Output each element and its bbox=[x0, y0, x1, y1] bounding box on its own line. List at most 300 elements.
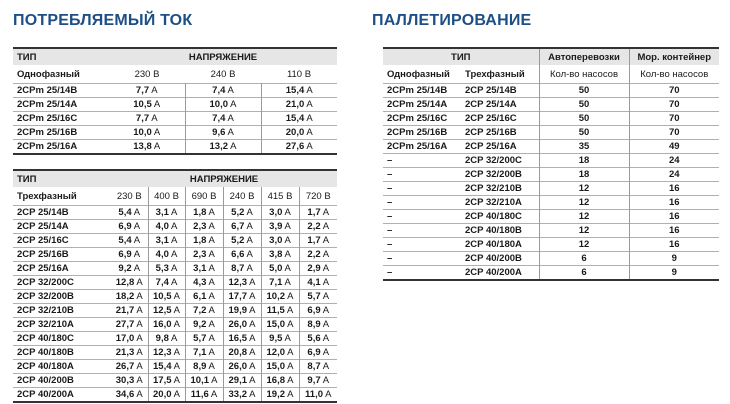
value-unit: A bbox=[322, 291, 330, 302]
value-number: 5,6 bbox=[307, 333, 321, 344]
table-row bbox=[383, 112, 719, 126]
value-unit: A bbox=[171, 207, 178, 218]
table-row bbox=[13, 290, 337, 304]
table-row bbox=[383, 266, 719, 281]
value-number: 34,6 bbox=[115, 389, 135, 400]
value-number: 27,7 bbox=[115, 319, 135, 330]
value-unit: A bbox=[249, 333, 256, 344]
single-model-cell: 2CPm 25/16A bbox=[383, 140, 461, 154]
value-cell bbox=[299, 290, 337, 304]
value-cell bbox=[299, 206, 337, 220]
table-row bbox=[13, 304, 337, 318]
value-unit: A bbox=[208, 333, 215, 344]
value-cell bbox=[148, 360, 185, 374]
value-cell bbox=[111, 262, 148, 276]
pallet-table bbox=[383, 47, 719, 281]
value-number: 10,0 bbox=[209, 99, 229, 110]
table-row bbox=[13, 84, 337, 98]
sea-qty-cell: 24 bbox=[629, 168, 719, 182]
value-unit: A bbox=[249, 291, 256, 302]
value-unit: A bbox=[306, 99, 313, 110]
value-unit: A bbox=[287, 389, 294, 400]
value-cell bbox=[223, 374, 261, 388]
value-cell bbox=[111, 360, 148, 374]
value-unit: A bbox=[173, 291, 180, 302]
value-number: 20,8 bbox=[228, 347, 248, 358]
value-number: 8,9 bbox=[307, 319, 321, 330]
single-model-cell: – bbox=[383, 224, 461, 238]
three-model-cell: 2CP 32/200C bbox=[461, 154, 539, 168]
value-cell bbox=[261, 346, 299, 360]
table-row bbox=[383, 182, 719, 196]
value-unit: A bbox=[230, 99, 237, 110]
table-row bbox=[383, 98, 719, 112]
value-cell bbox=[185, 234, 223, 248]
value-unit: A bbox=[306, 113, 313, 124]
value-number: 3,8 bbox=[269, 249, 283, 260]
table-row bbox=[383, 210, 719, 224]
value-number: 21,0 bbox=[285, 99, 305, 110]
value-number: 3,9 bbox=[269, 221, 283, 232]
value-number: 5,4 bbox=[118, 235, 132, 246]
sea-qty-cell: 49 bbox=[629, 140, 719, 154]
sea-header: Мор. контейнер bbox=[629, 48, 719, 65]
model-cell: 2CP 25/14B bbox=[13, 206, 111, 220]
table-row bbox=[13, 220, 337, 234]
value-unit: A bbox=[171, 221, 178, 232]
model-cell: 2CP 40/180A bbox=[13, 360, 111, 374]
value-unit: A bbox=[171, 333, 178, 344]
auto-qty-cell: 50 bbox=[539, 126, 629, 140]
value-number: 26,0 bbox=[228, 319, 248, 330]
value-cell bbox=[185, 374, 223, 388]
three-model-cell: 2CP 40/180B bbox=[461, 224, 539, 238]
table-row bbox=[383, 126, 719, 140]
table-row bbox=[13, 276, 337, 290]
auto-qty-cell: 50 bbox=[539, 98, 629, 112]
value-number: 13,8 bbox=[133, 141, 152, 152]
sea-qty-cell: 70 bbox=[629, 112, 719, 126]
value-number: 21,7 bbox=[115, 305, 135, 316]
value-number: 3,1 bbox=[155, 207, 169, 218]
value-cell bbox=[111, 248, 148, 262]
value-number: 8,9 bbox=[193, 361, 207, 372]
voltage-header: 720 В bbox=[305, 190, 331, 202]
value-number: 5,2 bbox=[231, 235, 245, 246]
qty-label: Кол-во насосов bbox=[629, 65, 719, 84]
value-number: 11,5 bbox=[266, 305, 285, 316]
single-model-cell: – bbox=[383, 182, 461, 196]
value-unit: A bbox=[136, 291, 143, 302]
value-cell bbox=[185, 290, 223, 304]
value-unit: A bbox=[208, 249, 215, 260]
value-cell bbox=[109, 140, 185, 155]
value-cell bbox=[185, 346, 223, 360]
value-cell bbox=[185, 318, 223, 332]
sea-qty-cell: 16 bbox=[629, 182, 719, 196]
value-unit: A bbox=[133, 249, 141, 260]
table-row bbox=[13, 318, 337, 332]
value-cell bbox=[111, 388, 148, 403]
value-cell bbox=[261, 290, 299, 304]
single-model-cell: – bbox=[383, 210, 461, 224]
value-number: 10,5 bbox=[133, 99, 152, 110]
value-unit: A bbox=[173, 375, 180, 386]
value-unit: A bbox=[322, 333, 330, 344]
value-cell bbox=[185, 206, 223, 220]
value-cell bbox=[109, 84, 185, 98]
model-cell: 2CPm 25/14A bbox=[13, 98, 109, 112]
value-unit: A bbox=[322, 221, 330, 232]
three-model-cell: 2CP 32/210B bbox=[461, 182, 539, 196]
value-unit: A bbox=[322, 207, 330, 218]
value-number: 15,4 bbox=[285, 113, 305, 124]
value-cell bbox=[185, 262, 223, 276]
value-cell bbox=[261, 112, 337, 126]
table-row bbox=[13, 374, 337, 388]
value-number: 3,1 bbox=[193, 263, 207, 274]
value-cell bbox=[299, 332, 337, 346]
value-cell bbox=[185, 140, 261, 155]
value-unit: A bbox=[249, 305, 256, 316]
value-unit: A bbox=[136, 319, 143, 330]
subtype-label: Трехфазный bbox=[17, 190, 77, 202]
value-unit: A bbox=[210, 389, 218, 400]
value-cell bbox=[185, 126, 261, 140]
value-unit: A bbox=[208, 277, 215, 288]
table-row bbox=[383, 252, 719, 266]
model-cell: 2CPm 25/14B bbox=[13, 84, 109, 98]
value-cell bbox=[261, 126, 337, 140]
value-number: 4,0 bbox=[155, 249, 169, 260]
value-number: 9,5 bbox=[269, 333, 283, 344]
value-number: 15,0 bbox=[266, 361, 286, 372]
sea-qty-cell: 16 bbox=[629, 196, 719, 210]
value-number: 11,6 bbox=[190, 389, 209, 400]
subtype-single-label: Однофазный bbox=[387, 68, 450, 80]
value-number: 4,3 bbox=[193, 277, 207, 288]
value-cell bbox=[111, 220, 148, 234]
value-number: 16,0 bbox=[153, 319, 172, 330]
three-model-cell: 2CP 25/16C bbox=[461, 112, 539, 126]
value-number: 7,7 bbox=[135, 85, 150, 96]
value-unit: A bbox=[208, 263, 215, 274]
value-cell bbox=[148, 276, 185, 290]
value-cell bbox=[299, 220, 337, 234]
value-cell bbox=[223, 360, 261, 374]
model-cell: 2CP 40/200B bbox=[13, 374, 111, 388]
model-cell: 2CP 32/200C bbox=[13, 276, 111, 290]
value-number: 9,2 bbox=[193, 319, 207, 330]
value-cell bbox=[223, 290, 261, 304]
value-cell bbox=[111, 290, 148, 304]
value-number: 6,9 bbox=[118, 249, 132, 260]
voltage-header: 690 В bbox=[185, 187, 223, 206]
voltage-header: 230 В bbox=[111, 187, 148, 206]
auto-qty-cell: 35 bbox=[539, 140, 629, 154]
value-number: 2,2 bbox=[307, 249, 321, 260]
value-number: 20,0 bbox=[285, 127, 305, 138]
value-unit: A bbox=[322, 277, 330, 288]
value-unit: A bbox=[136, 347, 143, 358]
value-cell bbox=[261, 332, 299, 346]
value-cell bbox=[148, 220, 185, 234]
table-row bbox=[383, 140, 719, 154]
value-number: 1,8 bbox=[193, 235, 207, 246]
value-unit: A bbox=[322, 361, 330, 372]
value-cell bbox=[261, 276, 299, 290]
value-cell bbox=[299, 248, 337, 262]
sea-qty-cell: 16 bbox=[629, 224, 719, 238]
value-unit: A bbox=[173, 389, 180, 400]
value-number: 16,8 bbox=[266, 375, 286, 386]
value-cell bbox=[148, 248, 185, 262]
voltage-header: 110 В bbox=[286, 68, 312, 80]
single-model-cell: 2CPm 25/16B bbox=[383, 126, 461, 140]
value-cell bbox=[185, 276, 223, 290]
auto-header: Автоперевозки bbox=[539, 48, 629, 65]
value-unit: A bbox=[306, 127, 313, 138]
sea-qty-cell: 16 bbox=[629, 210, 719, 224]
value-cell bbox=[299, 276, 337, 290]
value-cell bbox=[111, 374, 148, 388]
value-unit: A bbox=[153, 99, 161, 110]
auto-qty-cell: 18 bbox=[539, 154, 629, 168]
auto-qty-cell: 12 bbox=[539, 210, 629, 224]
value-number: 2,3 bbox=[193, 221, 207, 232]
value-number: 19,2 bbox=[266, 389, 286, 400]
value-number: 9,6 bbox=[212, 127, 226, 138]
value-cell bbox=[111, 206, 148, 220]
value-cell bbox=[299, 262, 337, 276]
three-phase-table bbox=[13, 169, 337, 403]
value-cell bbox=[223, 234, 261, 248]
value-cell bbox=[261, 234, 299, 248]
value-number: 27,6 bbox=[285, 141, 305, 152]
table-row bbox=[13, 360, 337, 374]
value-number: 7,1 bbox=[193, 347, 207, 358]
value-number: 12,0 bbox=[266, 347, 286, 358]
value-cell bbox=[148, 318, 185, 332]
table-row bbox=[13, 332, 337, 346]
value-cell bbox=[261, 220, 299, 234]
auto-qty-cell: 50 bbox=[539, 112, 629, 126]
voltage-header: 415 В bbox=[261, 187, 299, 206]
value-cell bbox=[111, 332, 148, 346]
value-cell bbox=[109, 112, 185, 126]
value-number: 5,2 bbox=[231, 207, 245, 218]
value-unit: A bbox=[249, 277, 256, 288]
value-unit: A bbox=[246, 221, 253, 232]
model-cell: 2CP 40/180B bbox=[13, 346, 111, 360]
value-number: 17,0 bbox=[115, 333, 135, 344]
value-unit: A bbox=[227, 85, 234, 96]
value-unit: A bbox=[284, 221, 291, 232]
value-unit: A bbox=[208, 319, 215, 330]
auto-qty-cell: 12 bbox=[539, 182, 629, 196]
value-number: 2,3 bbox=[193, 249, 207, 260]
value-cell bbox=[148, 290, 185, 304]
value-cell bbox=[148, 304, 185, 318]
value-number: 6,6 bbox=[231, 249, 245, 260]
model-cell: 2CPm 25/16C bbox=[13, 112, 109, 126]
qty-label: Кол-во насосов bbox=[539, 65, 629, 84]
value-number: 30,3 bbox=[115, 375, 135, 386]
type-label: ТИП bbox=[17, 173, 37, 185]
value-unit: A bbox=[284, 249, 291, 260]
table-row bbox=[383, 84, 719, 98]
value-number: 10,2 bbox=[266, 291, 286, 302]
value-cell bbox=[223, 388, 261, 403]
value-number: 1,7 bbox=[307, 207, 321, 218]
sea-qty-cell: 70 bbox=[629, 84, 719, 98]
three-model-cell: 2CP 32/200B bbox=[461, 168, 539, 182]
model-cell: 2CP 25/16A bbox=[13, 262, 111, 276]
model-cell: 2CP 25/14A bbox=[13, 220, 111, 234]
table-row bbox=[383, 154, 719, 168]
table-row bbox=[383, 238, 719, 252]
value-number: 5,7 bbox=[193, 333, 207, 344]
value-cell bbox=[148, 346, 185, 360]
value-number: 15,4 bbox=[153, 361, 172, 372]
single-model-cell: 2CPm 25/16C bbox=[383, 112, 461, 126]
value-number: 19,9 bbox=[228, 305, 248, 316]
value-number: 3,0 bbox=[269, 235, 283, 246]
value-unit: A bbox=[249, 347, 256, 358]
value-unit: A bbox=[208, 291, 215, 302]
value-unit: A bbox=[284, 207, 291, 218]
value-cell bbox=[299, 374, 337, 388]
value-cell bbox=[111, 234, 148, 248]
single-model-cell: – bbox=[383, 266, 461, 281]
value-cell bbox=[185, 304, 223, 318]
sea-qty-cell: 9 bbox=[629, 252, 719, 266]
single-model-cell: – bbox=[383, 168, 461, 182]
value-unit: A bbox=[171, 235, 178, 246]
value-unit: A bbox=[287, 361, 294, 372]
value-cell bbox=[299, 318, 337, 332]
value-cell bbox=[261, 140, 337, 155]
table-row bbox=[13, 388, 337, 403]
value-number: 10,0 bbox=[133, 127, 152, 138]
value-unit: A bbox=[136, 305, 143, 316]
three-model-cell: 2CP 40/200A bbox=[461, 266, 539, 281]
value-unit: A bbox=[227, 127, 234, 138]
value-number: 12,3 bbox=[153, 347, 172, 358]
table-row bbox=[383, 168, 719, 182]
value-cell bbox=[148, 234, 185, 248]
value-unit: A bbox=[287, 319, 294, 330]
voltage-header: 240 В bbox=[210, 68, 236, 80]
value-number: 2,2 bbox=[307, 221, 321, 232]
value-number: 21,3 bbox=[115, 347, 135, 358]
value-cell bbox=[299, 360, 337, 374]
value-cell bbox=[111, 276, 148, 290]
sea-qty-cell: 70 bbox=[629, 98, 719, 112]
value-unit: A bbox=[284, 263, 291, 274]
three-model-cell: 2CP 25/14B bbox=[461, 84, 539, 98]
value-unit: A bbox=[136, 389, 143, 400]
model-cell: 2CP 32/200B bbox=[13, 290, 111, 304]
value-number: 10,1 bbox=[190, 375, 210, 386]
table-row bbox=[13, 126, 337, 140]
value-number: 9,2 bbox=[118, 263, 132, 274]
value-cell bbox=[111, 346, 148, 360]
value-number: 8,7 bbox=[231, 263, 245, 274]
value-cell bbox=[261, 98, 337, 112]
value-unit: A bbox=[306, 85, 313, 96]
value-cell bbox=[223, 332, 261, 346]
value-unit: A bbox=[136, 375, 143, 386]
value-unit: A bbox=[171, 277, 178, 288]
model-cell: 2CPm 25/16B bbox=[13, 126, 109, 140]
value-cell bbox=[223, 318, 261, 332]
value-number: 8,7 bbox=[307, 361, 321, 372]
model-cell: 2CPm 25/16A bbox=[13, 140, 109, 155]
value-cell bbox=[185, 248, 223, 262]
value-number: 7,1 bbox=[269, 277, 283, 288]
table-row bbox=[13, 234, 337, 248]
value-cell bbox=[261, 248, 299, 262]
value-number: 17,7 bbox=[228, 291, 248, 302]
value-cell bbox=[148, 332, 185, 346]
value-cell bbox=[148, 374, 185, 388]
value-cell bbox=[111, 304, 148, 318]
value-cell bbox=[111, 318, 148, 332]
value-cell bbox=[148, 262, 185, 276]
value-number: 7,4 bbox=[212, 85, 226, 96]
value-cell bbox=[261, 318, 299, 332]
value-number: 5,4 bbox=[118, 207, 132, 218]
value-cell bbox=[299, 234, 337, 248]
three-model-cell: 2CP 25/16A bbox=[461, 140, 539, 154]
value-unit: A bbox=[287, 291, 294, 302]
single-model-cell: 2CPm 25/14A bbox=[383, 98, 461, 112]
three-model-cell: 2CP 32/210A bbox=[461, 196, 539, 210]
value-number: 16,5 bbox=[228, 333, 248, 344]
table-row bbox=[13, 262, 337, 276]
value-number: 5,3 bbox=[155, 263, 169, 274]
value-unit: A bbox=[208, 347, 215, 358]
value-number: 7,4 bbox=[155, 277, 169, 288]
value-cell bbox=[185, 388, 223, 403]
value-unit: A bbox=[208, 305, 215, 316]
value-unit: A bbox=[322, 347, 330, 358]
value-unit: A bbox=[173, 319, 180, 330]
value-unit: A bbox=[171, 249, 178, 260]
value-cell bbox=[299, 304, 337, 318]
voltage-header: 400 В bbox=[148, 187, 185, 206]
single-model-cell: – bbox=[383, 238, 461, 252]
value-number: 4,0 bbox=[155, 221, 169, 232]
value-cell bbox=[261, 374, 299, 388]
value-number: 1,7 bbox=[307, 235, 321, 246]
model-cell: 2CP 25/16B bbox=[13, 248, 111, 262]
value-number: 12,3 bbox=[228, 277, 248, 288]
model-cell: 2CP 32/210B bbox=[13, 304, 111, 318]
value-cell bbox=[261, 304, 299, 318]
table-row bbox=[13, 98, 337, 112]
value-unit: A bbox=[133, 221, 141, 232]
value-cell bbox=[185, 220, 223, 234]
auto-qty-cell: 12 bbox=[539, 224, 629, 238]
value-number: 6,9 bbox=[118, 221, 132, 232]
value-number: 5,0 bbox=[269, 263, 283, 274]
auto-qty-cell: 6 bbox=[539, 252, 629, 266]
type-label: ТИП bbox=[17, 51, 37, 63]
value-unit: A bbox=[133, 235, 141, 246]
value-cell bbox=[109, 126, 185, 140]
